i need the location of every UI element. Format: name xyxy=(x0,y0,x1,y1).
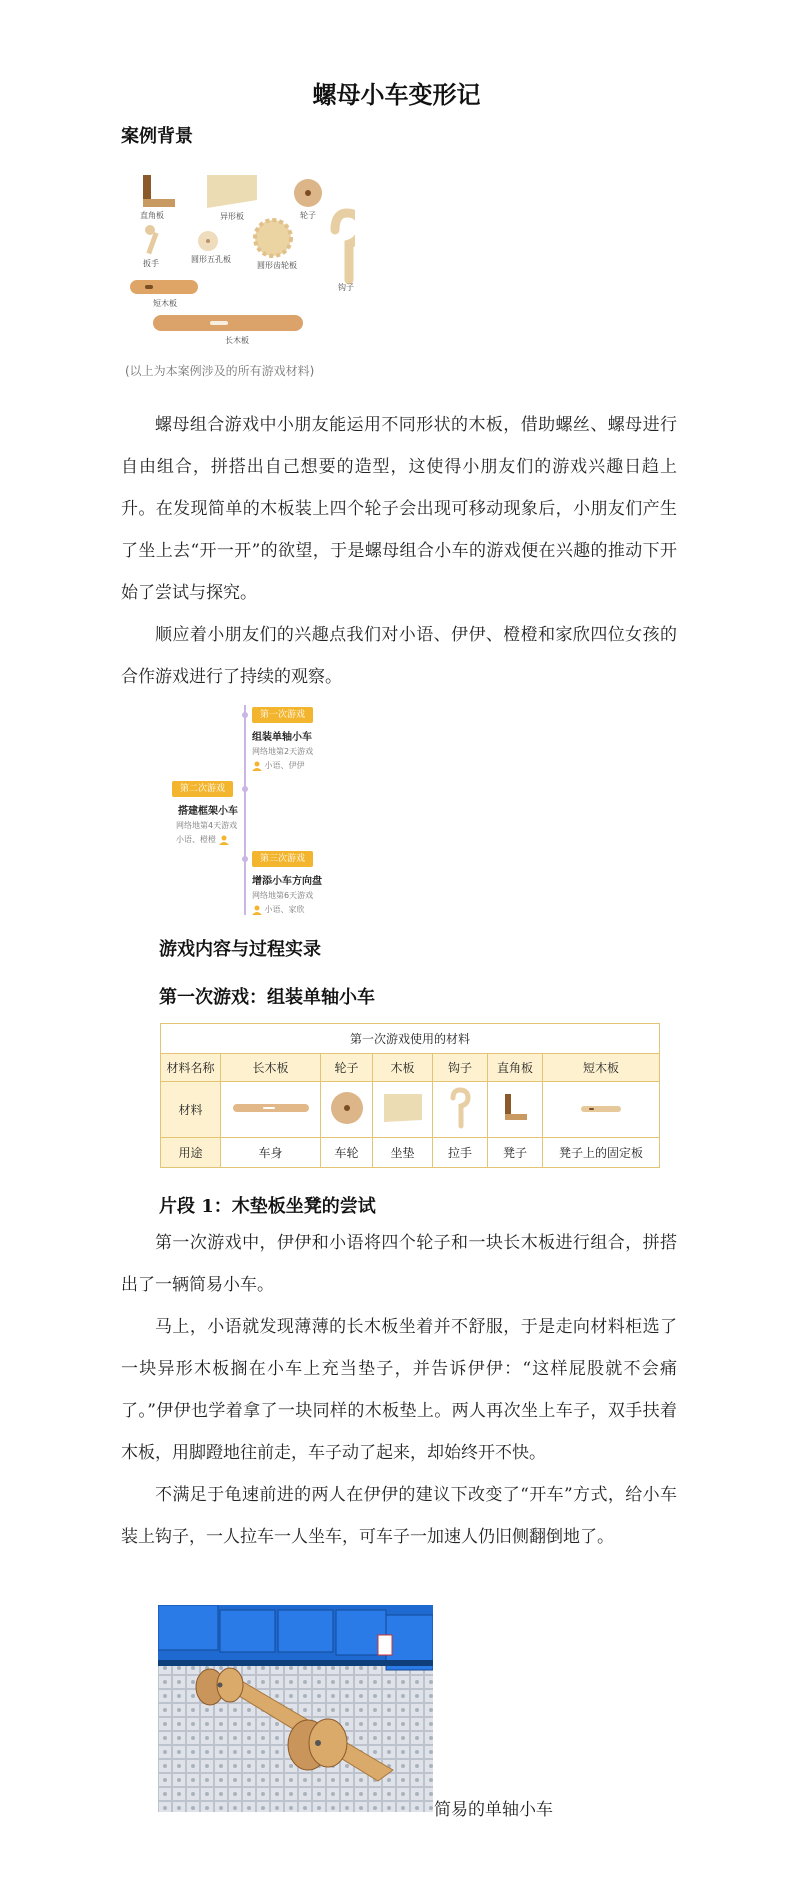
label-hook: 钩子 xyxy=(338,283,354,292)
table-header-cell: 直角板 xyxy=(488,1054,543,1082)
table-row-label: 材料 xyxy=(161,1082,221,1138)
table-cell: 车轮 xyxy=(321,1138,373,1168)
timeline-sub-2: 网络地第4天游戏 xyxy=(176,821,238,830)
timeline-people-label: 小语、家欣 xyxy=(264,905,305,914)
intro-paragraph-2: 顺应着小朋友们的兴趣点我们对小语、伊伊、橙橙和家欣四位女孩的合作游戏进行了持续的观察。 xyxy=(121,625,677,687)
label-long-board: 长木板 xyxy=(225,336,249,345)
label-right-angle: 直角板 xyxy=(140,211,164,220)
materials-figure xyxy=(125,170,355,350)
materials-table xyxy=(160,1023,660,1168)
table-header-cell: 钩子 xyxy=(433,1054,488,1082)
cart-photo-drawing xyxy=(158,1605,433,1812)
person-icon xyxy=(219,835,229,845)
timeline-people-1 xyxy=(252,760,305,771)
person-icon xyxy=(252,905,262,915)
timeline-people-label: 小语、橙橙 xyxy=(176,835,216,844)
table-header-cell: 长木板 xyxy=(221,1054,321,1082)
fragment-paragraph-2: 马上，小语就发现薄薄的长木板坐着并不舒服，于是走向材料柜选了一块异形木板搁在小车上充当垫子，并告诉伊伊：“这样屁股就不会痛了。”伊伊也学着拿了一块同样的木板垫上。两人再次坐上车子，双手扶着木板，用脚蹬地往前走，车子动了起来，却始终开不快。 xyxy=(121,1317,677,1463)
table-cell: 拉手 xyxy=(433,1138,488,1168)
long-board-image xyxy=(221,1082,321,1138)
timeline-dot xyxy=(242,856,248,862)
cart-photo xyxy=(158,1605,433,1812)
timeline-title-2: 搭建框架小车 xyxy=(178,806,238,817)
photo-caption: 简易的单轴小车 xyxy=(434,1800,553,1820)
label-gear-board: 圆形齿轮板 xyxy=(257,261,297,270)
timeline-sub-3: 网络地第6天游戏 xyxy=(252,891,314,900)
timeline-title-1: 组装单轴小车 xyxy=(252,732,312,743)
table-cell: 坐垫 xyxy=(373,1138,433,1168)
timeline-people-3 xyxy=(252,904,305,915)
fragment-paragraph-3: 不满足于龟速前进的两人在伊伊的建议下改变了“开车”方式，给小车装上钩子，一人拉车一人坐车，可车子一加速人仍旧侧翻倒地了。 xyxy=(121,1485,677,1547)
section-heading-background: 案例背景 xyxy=(121,126,193,147)
timeline-badge-3: 第三次游戏 xyxy=(252,851,313,867)
label-round-hole-board: 圆形五孔板 xyxy=(191,255,231,264)
materials-illustration xyxy=(125,170,355,350)
label-wheel: 轮子 xyxy=(300,211,316,220)
timeline-badge-1: 第一次游戏 xyxy=(252,707,313,723)
timeline-dot xyxy=(242,786,248,792)
materials-caption: (以上为本案例涉及的所有游戏材料) xyxy=(125,364,315,378)
intro-paragraph-1: 螺母组合游戏中小朋友能运用不同形状的木板，借助螺丝、螺母进行自由组合，拼搭出自己想要的造型，这使得小朋友们的游戏兴趣日趋上升。在发现简单的木板装上四个轮子会出现可移动现象后，小朋友们产生了坐上去“开一开”的欲望，于是螺母组合小车的游戏便在兴趣的推动下开始了尝试与探究。 xyxy=(121,415,677,603)
hook-image xyxy=(433,1082,488,1138)
right-angle-image xyxy=(488,1082,543,1138)
timeline-sub-1: 网络地第2天游戏 xyxy=(252,747,314,756)
section-heading-first-game: 第一次游戏：组装单轴小车 xyxy=(159,987,375,1008)
timeline-badge-2: 第二次游戏 xyxy=(172,781,233,797)
fragment-text xyxy=(121,1222,677,1558)
person-icon xyxy=(252,761,262,771)
table-header-cell: 木板 xyxy=(373,1054,433,1082)
intro-text xyxy=(121,404,677,698)
timeline-title-3: 增添小车方向盘 xyxy=(252,876,322,887)
timeline-people-label: 小语、伊伊 xyxy=(264,761,305,770)
label-wrench: 扳手 xyxy=(143,259,159,268)
table-header-cell: 材料名称 xyxy=(161,1054,221,1082)
short-board-image xyxy=(543,1082,660,1138)
label-short-board: 短木板 xyxy=(153,299,177,308)
table-cell: 凳子 xyxy=(488,1138,543,1168)
board-image xyxy=(373,1082,433,1138)
timeline-people-2 xyxy=(176,834,229,845)
table-header-cell: 短木板 xyxy=(543,1054,660,1082)
timeline-line xyxy=(244,705,246,915)
section-heading-fragment-1: 片段 1：木垫板坐凳的尝试 xyxy=(159,1196,376,1217)
wheel-image xyxy=(321,1082,373,1138)
timeline-dot xyxy=(242,712,248,718)
page-title: 螺母小车变形记 xyxy=(312,80,481,109)
table-caption: 第一次游戏使用的材料 xyxy=(161,1024,660,1054)
table-row-label: 用途 xyxy=(161,1138,221,1168)
table-header-cell: 轮子 xyxy=(321,1054,373,1082)
label-special-board: 异形板 xyxy=(220,212,244,221)
table-cell: 车身 xyxy=(221,1138,321,1168)
section-heading-process: 游戏内容与过程实录 xyxy=(159,939,321,960)
fragment-paragraph-1: 第一次游戏中，伊伊和小语将四个轮子和一块长木板进行组合，拼搭出了一辆简易小车。 xyxy=(121,1233,677,1295)
table-cell: 凳子上的固定板 xyxy=(543,1138,660,1168)
